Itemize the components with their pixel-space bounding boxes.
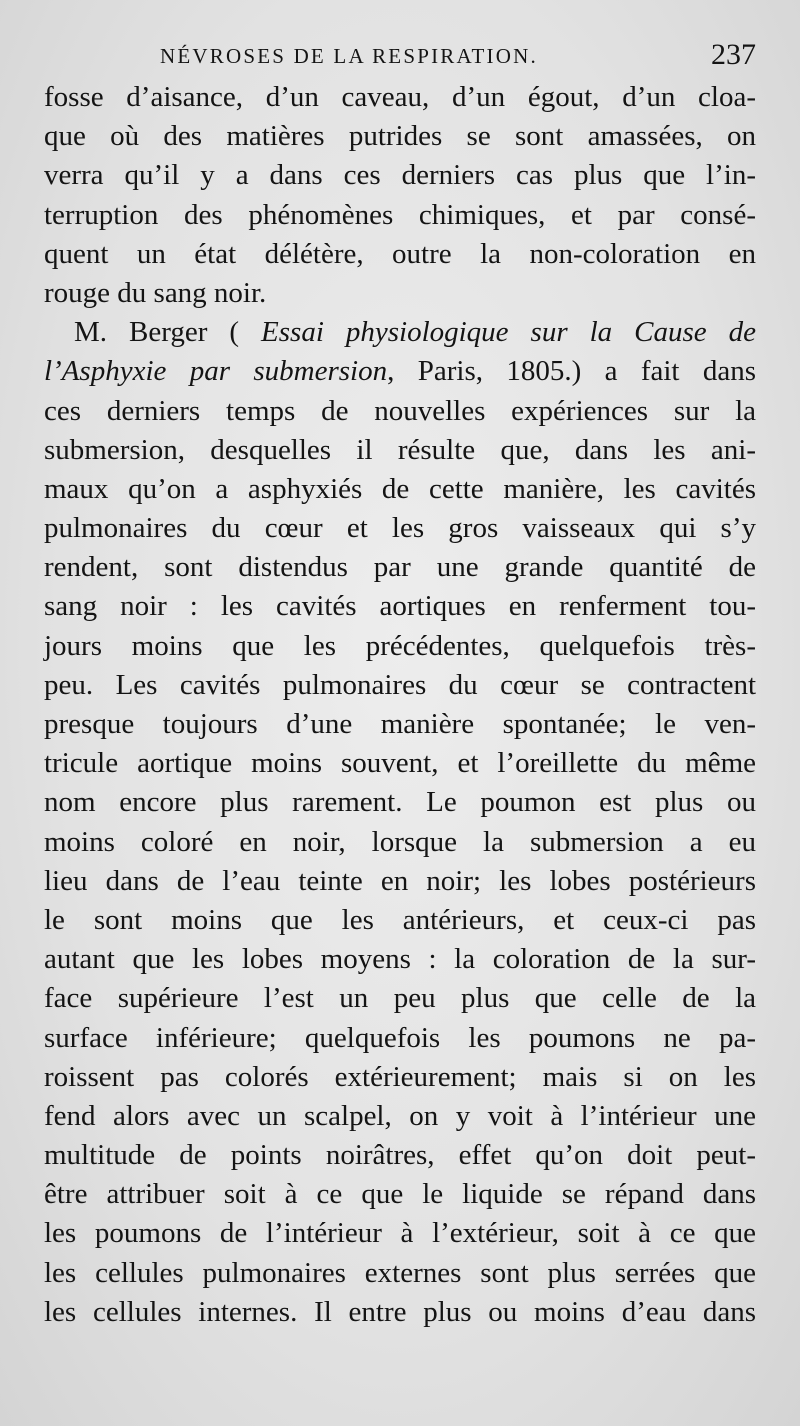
text-line: nom encore plus rarement. Le poumon est plus ou — [44, 786, 756, 819]
text-line: maux qu’on a asphyxiés de cette manière, les cavités — [44, 472, 756, 505]
citation-title: Essai physiologique sur la Cause de — [261, 316, 756, 349]
text-line: fosse d’aisance, d’un caveau, d’un égout, d’un cloa- — [44, 81, 756, 113]
text-line: multitude de points noirâtres, effet qu’on doit peut- — [44, 1139, 756, 1172]
citation-title-cont: l’Asphyxie par submersion — [44, 355, 388, 388]
text-line: tricule aortique moins souvent, et l’oreillette du même — [44, 747, 756, 780]
text-line: submersion, desquelles il résulte que, dans les ani- — [44, 433, 756, 466]
text-line: face supérieure l’est un peu plus que celle de la — [44, 982, 756, 1015]
running-head: NÉVROSES DE LA RESPIRATION. — [160, 44, 538, 68]
text-line: que où des matières putrides se sont amassées, on — [44, 120, 756, 153]
text-line: rouge du sang noir. — [44, 276, 267, 309]
text-line: surface inférieure; quelquefois les poumons ne pa- — [44, 1021, 756, 1054]
text-line: presque toujours d’une manière spontanée; le ven- — [44, 708, 756, 740]
text-line: sang noir : les cavités aortiques en renferment tou- — [44, 590, 756, 623]
text-line: ces derniers temps de nouvelles expériences sur la — [44, 394, 756, 427]
text-line: lieu dans de l’eau teinte en noir; les lobes postérieurs — [44, 864, 756, 897]
text-line: le sont moins que les antérieurs, et ceux-ci pas — [44, 903, 756, 936]
text-line: roissent pas colorés extérieurement; mais si on les — [44, 1060, 756, 1093]
text-line: rendent, sont distendus par une grande quantité de — [44, 551, 756, 584]
page-number: 237 — [711, 38, 756, 71]
text-line: peu. Les cavités pulmonaires du cœur se contractent — [44, 668, 756, 701]
text-line: les poumons de l’intérieur à l’extérieur, soit à ce que — [44, 1217, 756, 1250]
text-line: fend alors avec un scalpel, on y voit à l’intérieur une — [44, 1099, 756, 1132]
text-line: les cellules internes. Il entre plus ou moins d’eau dans — [44, 1295, 756, 1328]
citation-author: M. Berger ( — [74, 316, 240, 349]
text-line — [44, 313, 756, 352]
text-line: les cellules pulmonaires externes sont plus serrées que — [44, 1256, 756, 1289]
text-line — [44, 352, 756, 391]
text-line: quent un état délétère, outre la non-coloration en — [44, 237, 756, 270]
text-line: moins coloré en noir, lorsque la submersion a eu — [44, 825, 756, 858]
text-line: être attribuer soit à ce que le liquide se répand dans — [44, 1178, 756, 1211]
text-line: terruption des phénomènes chimiques, et par consé- — [44, 198, 756, 231]
text-line: autant que les lobes moyens : la coloration de la sur- — [44, 943, 756, 976]
text-line: pulmonaires du cœur et les gros vaisseaux qui s’y — [44, 512, 756, 545]
body-text — [44, 78, 756, 1332]
text-line: verra qu’il y a dans ces derniers cas plus que l’in- — [44, 159, 756, 192]
citation-details: , Paris, 1805.) a fait dans — [387, 355, 756, 388]
text-line: jours moins que les précédentes, quelquefois très- — [44, 629, 756, 662]
